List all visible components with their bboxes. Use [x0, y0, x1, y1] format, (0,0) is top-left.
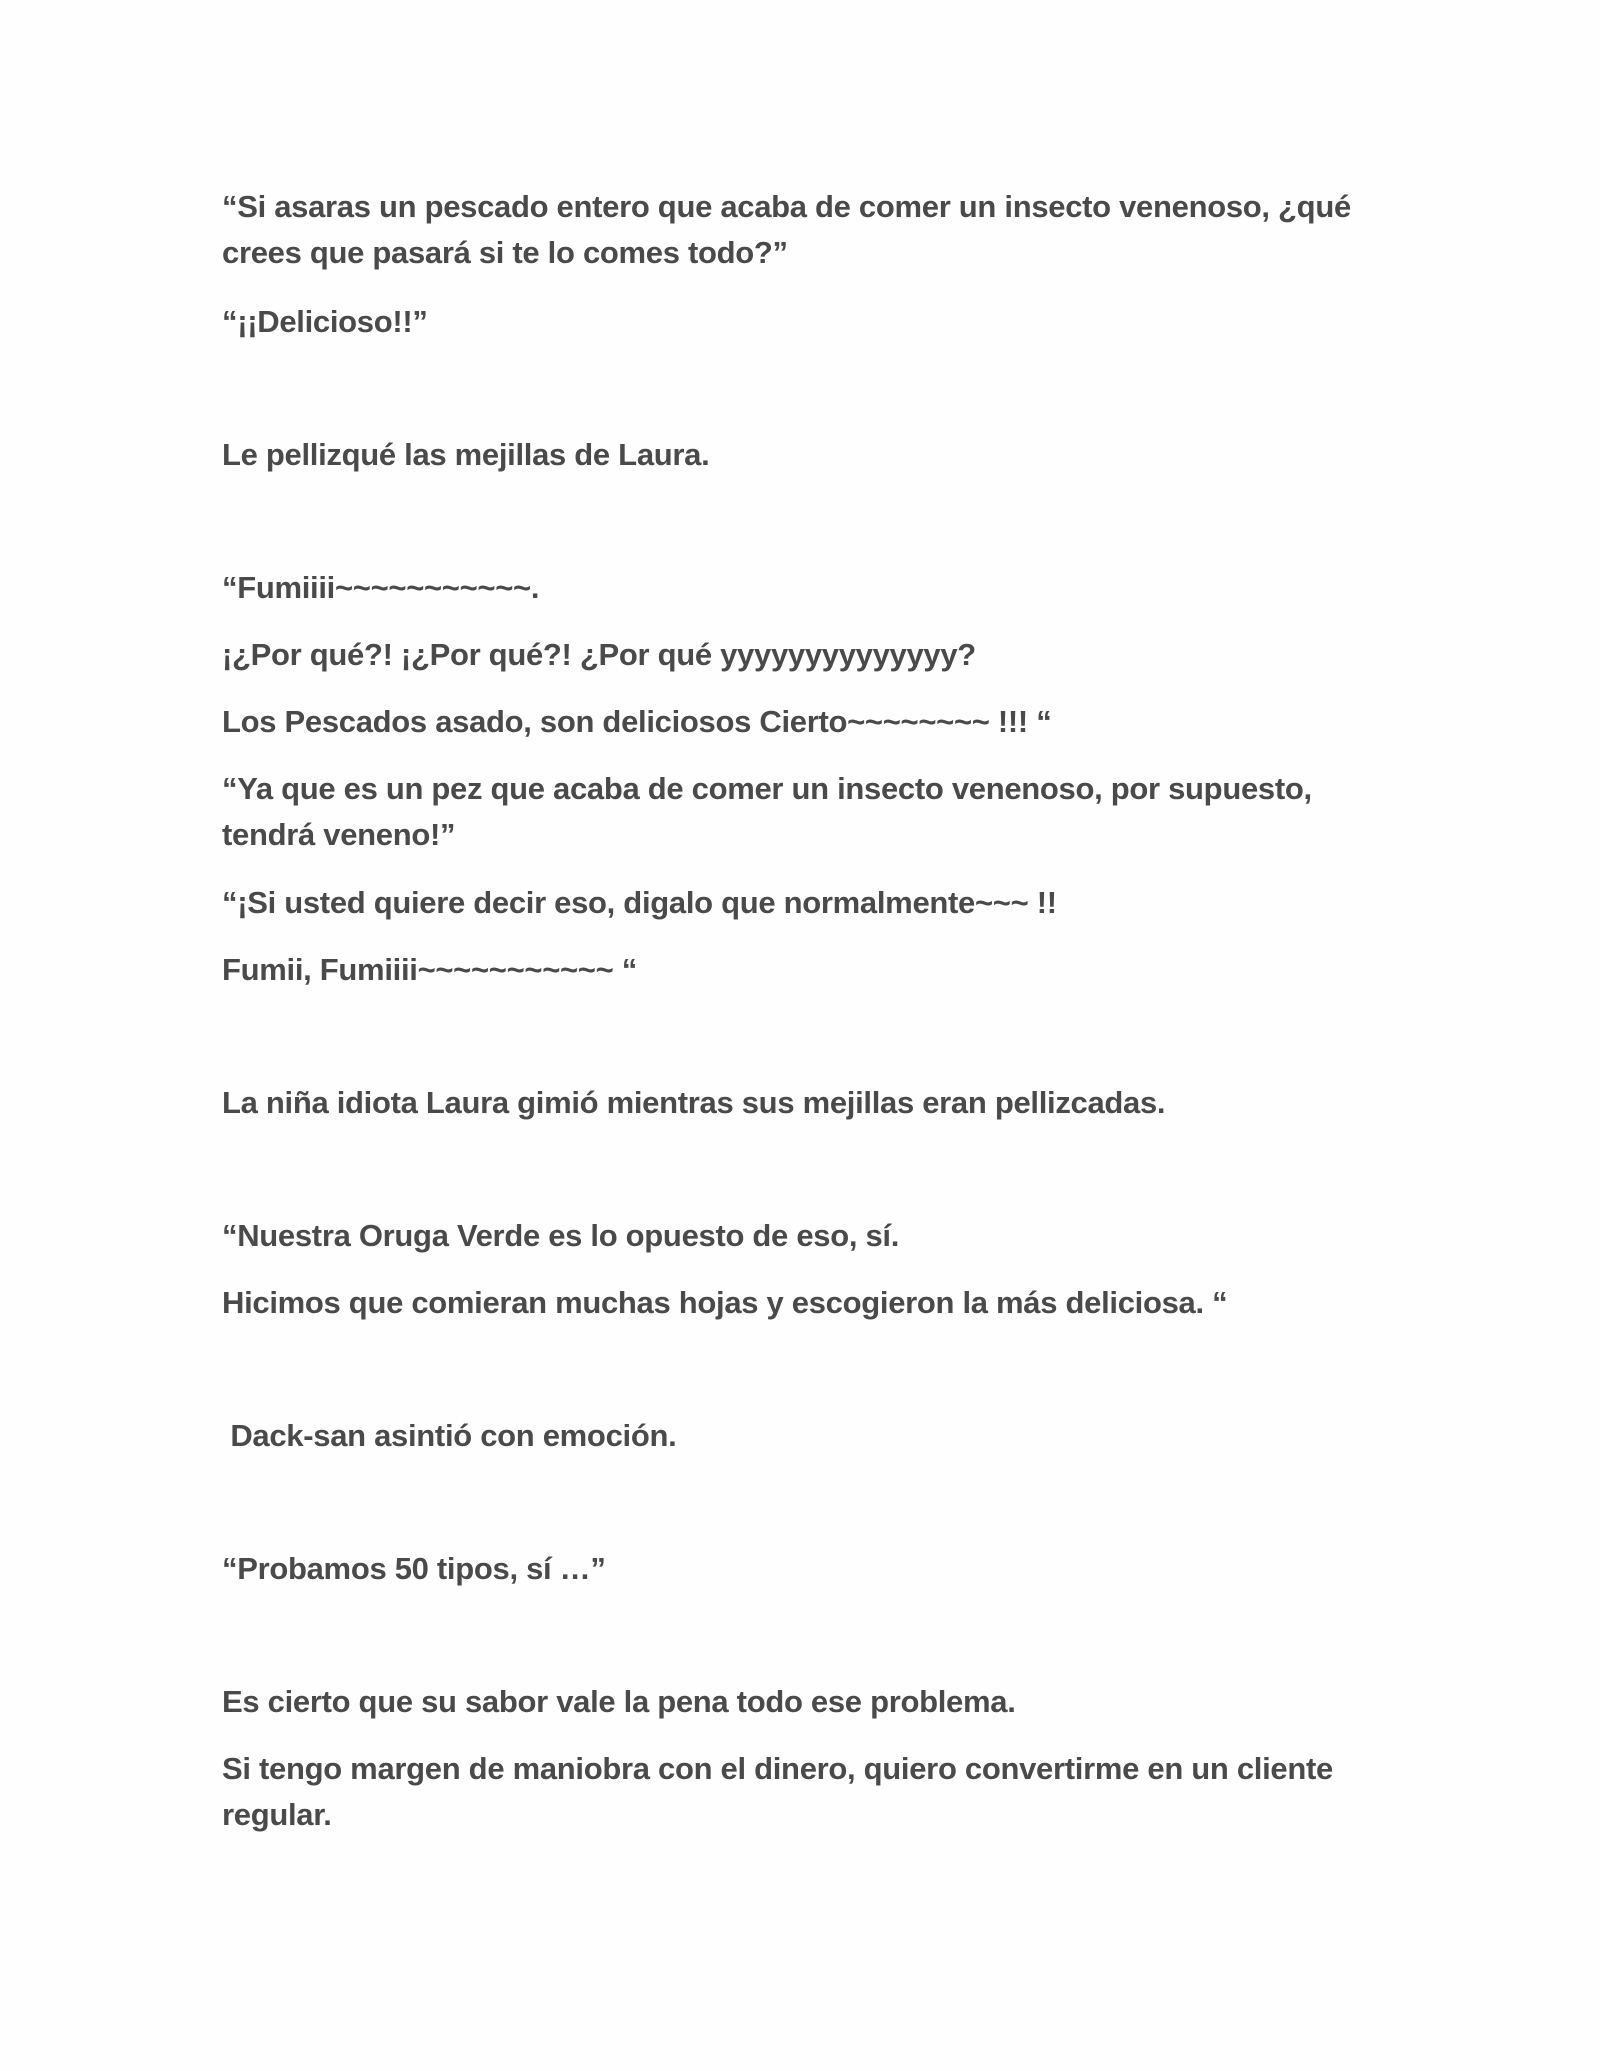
paragraph-cliente-regular: Si tengo margen de maniobra con el dinero, quiero convertirme en un cliente regular. — [222, 1751, 1342, 1832]
paragraph-nina-idiota: La niña idiota Laura gimió mientras sus mejillas eran pellizcadas. — [222, 1085, 1166, 1120]
paragraph-fumiiii: “Fumiiii~~~~~~~~~~~. — [222, 570, 540, 605]
paragraph-dack-san: Dack-san asintió con emoción. — [222, 1418, 677, 1453]
paragraph-delicioso: “¡¡Delicioso!!” — [222, 304, 428, 339]
paragraph-veneno: “Ya que es un pez que acaba de comer un insecto venenoso, por supuesto, tendrá veneno!” — [222, 771, 1321, 852]
paragraph-pellizque: Le pellizqué las mejillas de Laura. — [222, 437, 710, 472]
paragraph-oruga-verde: “Nuestra Oruga Verde es lo opuesto de eso, sí. — [222, 1218, 900, 1253]
paragraph-probamos: “Probamos 50 tipos, sí …” — [222, 1551, 606, 1586]
paragraph-hojas: Hicimos que comieran muchas hojas y escogieron la más deliciosa. “ — [222, 1285, 1228, 1320]
paragraph-por-que: ¡¿Por qué?! ¡¿Por qué?! ¿Por qué yyyyyyyyyyyyyy? — [222, 637, 976, 672]
paragraph-sabor: Es cierto que su sabor vale la pena todo ese problema. — [222, 1684, 1016, 1719]
paragraph-fumii: Fumii, Fumiiii~~~~~~~~~~~ “ — [222, 952, 637, 987]
paragraph-normalmente: “¡Si usted quiere decir eso, digalo que normalmente~~~ !! — [222, 885, 1057, 920]
paragraph-pescados-asado: Los Pescados asado, son deliciosos Cierto~~~~~~~~ !!! “ — [222, 704, 1052, 739]
paragraph-question: “Si asaras un pescado entero que acaba de comer un insecto venenoso, ¿qué crees que pasará si te lo comes todo?” — [222, 189, 1360, 270]
